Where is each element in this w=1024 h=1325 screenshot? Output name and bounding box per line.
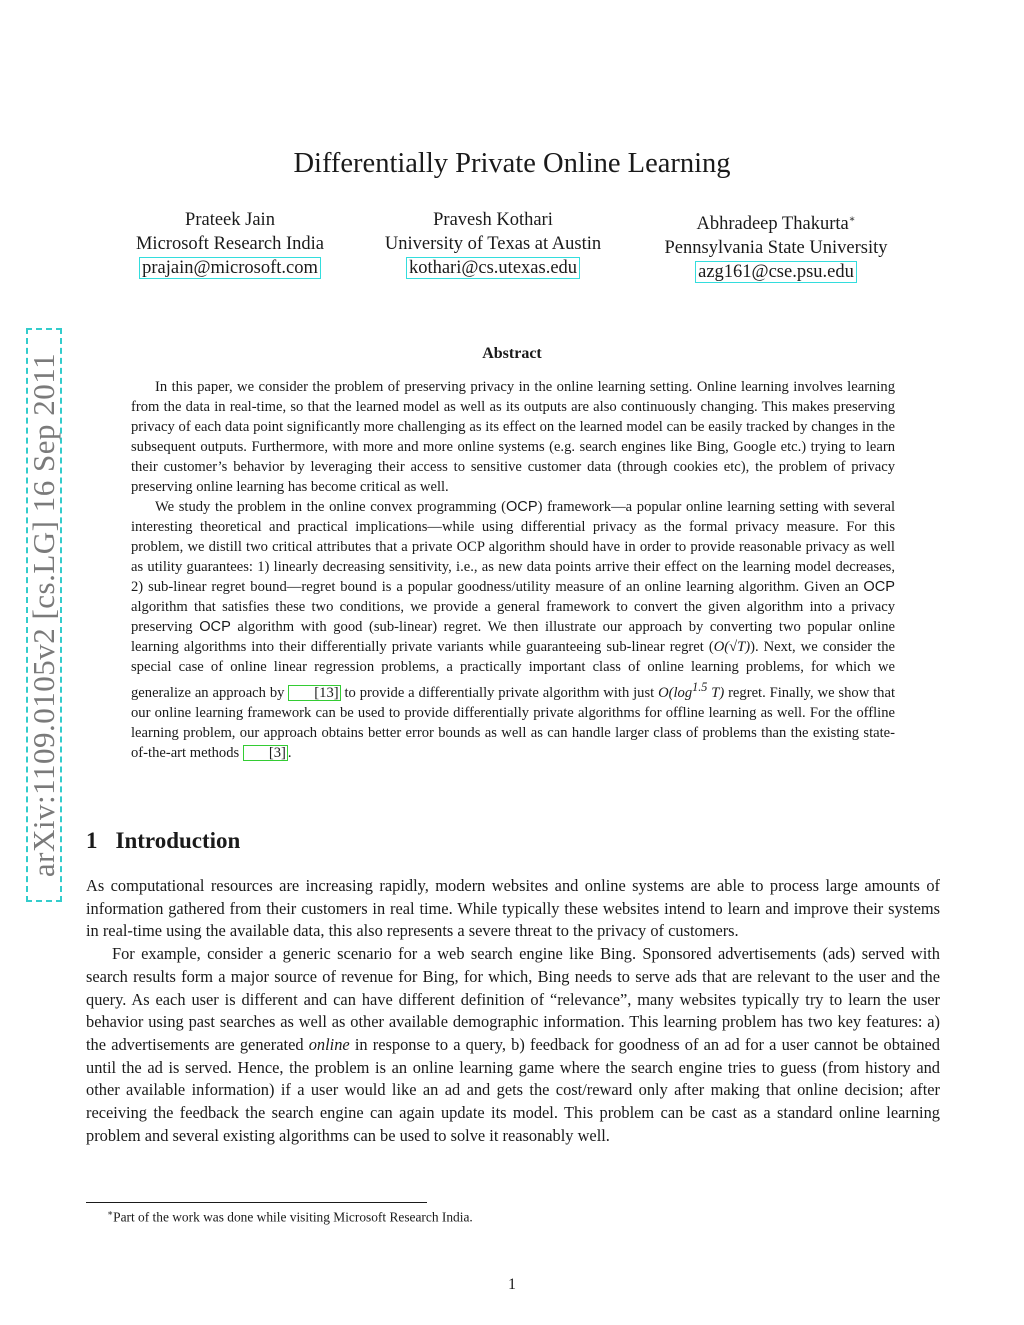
author-name: Pravesh Kothari (433, 210, 553, 230)
author-3 (646, 208, 906, 284)
intro-paragraph-2: For example, consider a generic scenario for a web search engine like Bing. Sponsored advertisements (ads) served with search results form a major source of revenue for Bing, for which, Bing needs to serve ads that are relevant to the user and the query. As each user is different and can have different definition of “relevance”, many websites typically try to learn the user behavior using past searches as well as other available demographic information. This learning problem has two key features: a) the advertisements are generated online in response to a query, b) feedback for goodness of an ad for a user cannot be obtained until the ad is served. Hence, the problem is an online learning game where the search engine tries to guess (from history and other available information) if a user would like an ad and gets the cost/reward only after making that online decision; after receiving the feedback the search engine can again update its model. This problem can be cast as a standard online learning problem and several existing algorithms can be used to solve it reasonably well. (86, 944, 940, 1145)
citation-link-3[interactable]: [3] (243, 745, 288, 761)
footnote-text: Part of the work was done while visiting Microsoft Research India. (113, 1209, 473, 1225)
arxiv-identifier: arXiv:1109.0105v2 [cs.LG] 16 Sep 2011 (26, 352, 61, 878)
intro-paragraph-1: As computational resources are increasing rapidly, modern websites and online systems are able to process large amounts of information gathered from their customers in real time. While typically these websites intend to learn and improve their systems in real-time using the available data, this also represents a severe threat to the privacy of customers. (86, 876, 940, 941)
section-heading (86, 828, 240, 854)
introduction-body (86, 875, 940, 1147)
math-regret-sqrt: O(√T) (713, 639, 751, 655)
paper-title: Differentially Private Online Learning (293, 148, 731, 179)
abstract-paragraph-1: In this paper, we consider the problem of preserving privacy in the online learning setting. Online learning involves learning from the data in real-time, so that the learned model as well as its outputs are also continuously changing. This makes preserving privacy of each data point significantly more challenging as its effect on the learned model can be easily tracked by changes in the subsequent outputs. Furthermore, with more and more online systems (e.g. search engines like Bing, Google etc.) trying to learn their customer’s behavior by leveraging their access to sensitive customer data (through cookies etc), the problem of privacy preserving online learning has become critical as well. (131, 379, 895, 495)
page-number: 1 (508, 1276, 516, 1293)
footnote (107, 1208, 473, 1225)
author-affiliation: University of Texas at Austin (384, 234, 602, 254)
author-email-link[interactable]: kothari@cs.utexas.edu (406, 257, 580, 279)
emphasis-online: online (308, 1034, 350, 1054)
footnote-marker: ∗ (107, 1208, 114, 1218)
author-affiliation: Pennsylvania State University (664, 238, 888, 259)
section-number: 1 (86, 828, 98, 853)
ocp-term: OCP (505, 499, 538, 515)
math-regret-log: $O(\log^{1.5}$ T) (658, 680, 725, 701)
author-email-link[interactable]: azg161@cse.psu.edu (695, 261, 857, 283)
abstract-heading: Abstract (482, 345, 542, 362)
abstract-body (131, 377, 895, 763)
author-name: Abhradeep Thakurta (696, 214, 849, 235)
author-name-line (646, 208, 906, 236)
author-block (0, 208, 1024, 288)
footnote-marker[interactable]: ∗ (848, 214, 856, 225)
abstract-paragraph-2: We study the problem in the online convex programming (OCP) framework—a popular online learning setting with several interesting theoretical and practical implications—while using differential privacy as the formal privacy measure. For this problem, we distill two critical attributes that a private OCP algorithm should have in order to provide reasonable privacy as well as utility guarantees: 1) linearly decreasing sensitivity, i.e., as new data points arrive their effect on the learning model decreases, 2) sub-linear regret bound—regret bound is a popular goodness/utility measure of an online learning algorithm. Given an OCP algorithm that satisfies these two conditions, we provide a general framework to convert the given algorithm into a privacy preserving OCP algorithm with good (sub-linear) regret. We then illustrate our approach by converting two popular online learning algorithms into their differentially private variants while guaranteeing sub-linear regret (O(√T)). Next, we consider the special case of online linear regression problems, a practically important class of online learning problems, for which we generalize an approach by [13] to provide a differentially private algorithm with just $O(\log^{1.5}$ T) regret. Finally, we show that our online learning framework can be used to provide differentially private algorithms for offline learning as well. For the offline learning problem, our approach obtains better error bounds as well as can handle larger class of problems than the existing state-of-the-art methods [3] . (131, 499, 896, 761)
arxiv-stamp[interactable] (26, 328, 62, 902)
ocp-term: OCP (863, 579, 895, 595)
author-email-link[interactable]: prajain@microsoft.com (139, 257, 321, 279)
author-name: Prateek Jain (185, 210, 275, 230)
author-1 (100, 208, 360, 280)
author-2 (363, 208, 623, 280)
footnote-rule (86, 1202, 427, 1203)
ocp-term: OCP (199, 619, 231, 635)
section-title: Introduction (115, 828, 241, 853)
author-affiliation: Microsoft Research India (135, 234, 325, 254)
citation-link-13[interactable]: [13] (288, 685, 340, 701)
